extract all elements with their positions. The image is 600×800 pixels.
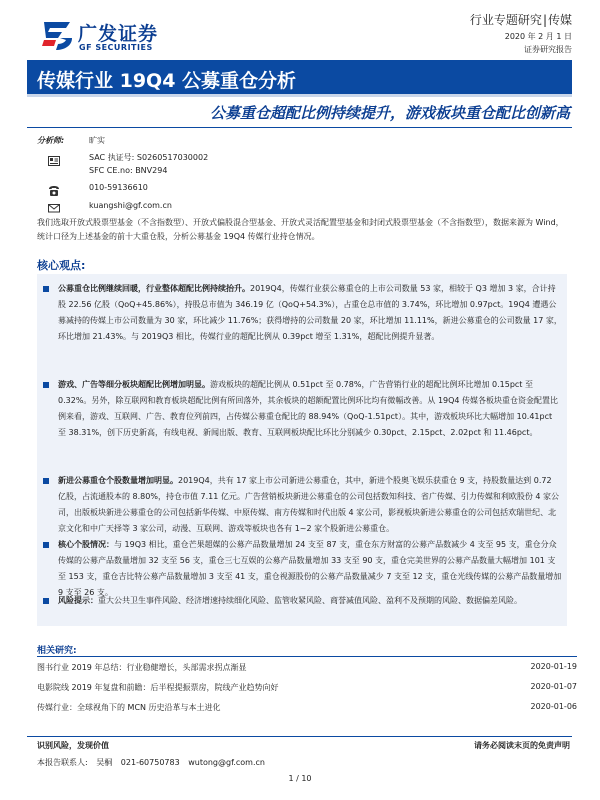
- related-divider: [37, 656, 577, 657]
- report-header-category: [470, 11, 572, 28]
- key-point-heading: 游戏、广告等细分板块超配比例增加明显。: [58, 380, 210, 389]
- footer-divider: [27, 736, 572, 737]
- subtitle-divider: [27, 127, 572, 128]
- related-item-date: 2020-01-19: [530, 662, 577, 671]
- intro-paragraph: 我们选取开放式股票型基金（不含指数型）、开放式偏股混合型基金、开放式灵活配置型基金和封闭式股票型基金（不含指数型），数据来源为 Wind，统计口径为上述基金的前十大重仓股，分析公募基金 19Q4 传媒行业持仓情况。: [37, 218, 564, 241]
- analyst-sac: SAC 执证号: S0260517030002: [89, 153, 209, 162]
- key-points-title: 核心观点:: [37, 259, 86, 272]
- key-point-5: [46, 593, 562, 609]
- title-divider: [27, 94, 572, 97]
- phone-icon: [48, 182, 60, 194]
- id-card-icon: [48, 152, 60, 164]
- related-item-date: 2020-01-07: [530, 682, 577, 691]
- report-date: 2020 年 2 月 1 日: [504, 32, 572, 41]
- related-item-title[interactable]: 电影院线 2019 年复盘和前瞻：后半程提振票房，院线产业趋势向好: [37, 683, 279, 692]
- contact-email[interactable]: wutong@gf.com.cn: [188, 758, 265, 767]
- industry-label: 传媒: [547, 13, 572, 27]
- key-point-2: [46, 377, 562, 441]
- related-item[interactable]: [37, 662, 577, 673]
- key-point-heading: 公募重仓比例继续回暖，行业整体超配比例持续抬升。: [58, 284, 250, 293]
- analyst-label: 分析师:: [37, 136, 65, 145]
- bullet-square-icon: [43, 286, 49, 292]
- related-item-title[interactable]: 图书行业 2019 年总结：行业稳健增长，头部需求拐点渐显: [37, 663, 247, 672]
- bullet-square-icon: [43, 478, 49, 484]
- contact-phone: 021-60750783: [120, 758, 180, 767]
- related-item[interactable]: [37, 682, 577, 693]
- key-point-text: 游戏板块的超配比例从 0.51pct 至 0.78%，广告营销行业的超配比例环比增加 0.15pct 至 0.32%。另外，除互联网和教育板块超配比例有所回落外，其余板块的超额配置比例环比均有微幅改善。从 19Q4 传媒各板块重仓资金配置比例来看，游戏、互联网、广告、教育位列前四，占传媒公募重仓配比的 88.94%（QoQ-1.51pct）。其中，游戏板块环比大幅增加 10.41pct 至 38.31%，创下历史新高，有线电视、新闻出版、教育、互联网板块配比环比分别减少 0.30pct、2.15pct、2.02pct 和 11.46pct。: [58, 380, 559, 437]
- key-point-text: 2019Q4，传媒行业获公募重仓的上市公司数量 53 家，相较于 Q3 增加 3 家，合计持股 22.56 亿股（QoQ+45.86%），持股总市值为 346.19 亿（QoQ+54.3%），占重仓总市值的 3.74%，环比增加 0.97pct。19Q4 遭遇公募减持的传媒上市公司数量为 30 家，环比减少 11.76%；获得增持的公司数量 20 家，环比增加 11.11%，新进公募重仓的公司数量 17 家，环比增加 21.43%。与 2019Q3 相比，传媒行业的超配比例从 0.39pct 增至 1.31%，超配比例提升显著。: [58, 284, 562, 341]
- report-subtitle: 公募重仓超配比例持续提升，游戏板块重仓配比创新高: [209, 104, 570, 122]
- report-type: 证券研究报告: [524, 45, 572, 54]
- related-item-title[interactable]: 传媒行业：全球视角下的 MCN 历史沿革与本土进化: [37, 703, 221, 712]
- contact-name: 吴桐: [96, 758, 113, 767]
- analyst-email[interactable]: kuangshi@gf.com.cn: [89, 201, 172, 210]
- bullet-square-icon: [43, 598, 49, 604]
- header-separator: |: [542, 13, 547, 27]
- email-icon: [48, 199, 60, 211]
- gf-securities-logo: [40, 16, 170, 56]
- key-point-heading: 风险提示：: [58, 596, 98, 605]
- analyst-name: 旷实: [89, 136, 105, 145]
- key-point-1: [46, 281, 562, 345]
- analyst-phone: 010-59136610: [89, 183, 148, 192]
- contact-label: 本报告联系人:: [37, 758, 88, 767]
- title-bar: [27, 60, 572, 94]
- key-point-3: [46, 473, 562, 537]
- footer-slogan: 识别风险，发现价值: [37, 741, 109, 750]
- key-point-text: 重大公共卫生事件风险、经济增速持续细化风险、监管收紧风险、商誉减值风险、盈利不及预期的风险、数据偏差风险。: [98, 596, 522, 605]
- page-number: 1 / 10: [288, 774, 312, 783]
- footer-contact: [37, 757, 271, 768]
- gf-logo-mark-icon: [40, 16, 74, 52]
- key-point-text: 2019Q4，共有 17 家上市公司新进公募重仓，其中，新进个股奥飞娱乐获重仓 9 支，持股数量达到 0.72 亿股，占流通股本的 8.80%，持仓市值 7.11 亿元。广告营销板块新进公募重仓的公司包括数知科技、省广传媒、引力传媒和利欧股份 4 家公司，出版板块新进公募重仓的公司包括新华传媒、中原传媒、南方传媒和时代出版 4 家公司，影视板块新进公募重仓的公司包括欢瑞世纪、北京文化和中广天择等 3 家公司，动漫、互联网、游戏等板块也各有 1~2 家个股新进公募重仓。: [58, 476, 560, 533]
- key-point-heading: 新进公募重仓个股数量增加明显。: [58, 476, 178, 485]
- related-item[interactable]: [37, 702, 577, 713]
- key-point-heading: 核心个股情况：: [58, 540, 114, 549]
- bullet-square-icon: [43, 542, 49, 548]
- analyst-sfc: SFC CE.no: BNV294: [89, 166, 168, 175]
- footer-disclaimer-note: 请务必阅读末页的免责声明: [474, 741, 570, 750]
- related-research-title: 相关研究:: [37, 646, 77, 656]
- bullet-square-icon: [43, 382, 49, 388]
- logo-name-en: GF SECURITIES: [79, 43, 153, 52]
- report-title: 传媒行业 19Q4 公募重仓分析: [37, 70, 297, 92]
- logo-name-cn: 广发证券: [78, 23, 159, 45]
- report-category: 行业专题研究: [469, 13, 542, 27]
- key-point-text: 与 19Q3 相比，重仓芒果超媒的公募产品数量增加 24 支至 87 支，重仓东方财富的公募产品数减少 4 支至 95 支，重仓分众传媒的公募产品数量增加 32 支至 56 支，重仓三七互娱的公募产品数量增加 33 支至 90 支，重仓完美世界的公募产品数量大幅增加 101 支至 153 支，重仓吉比特公募产品数量增加 3 支至 41 支，重仓视源股份的公募产品数量减少 7 支至 12 支，重仓光线传媒的公募产品数量增加 9 支至 26 支。: [58, 540, 562, 597]
- key-point-4: [46, 537, 562, 601]
- related-item-date: 2020-01-06: [530, 702, 577, 711]
